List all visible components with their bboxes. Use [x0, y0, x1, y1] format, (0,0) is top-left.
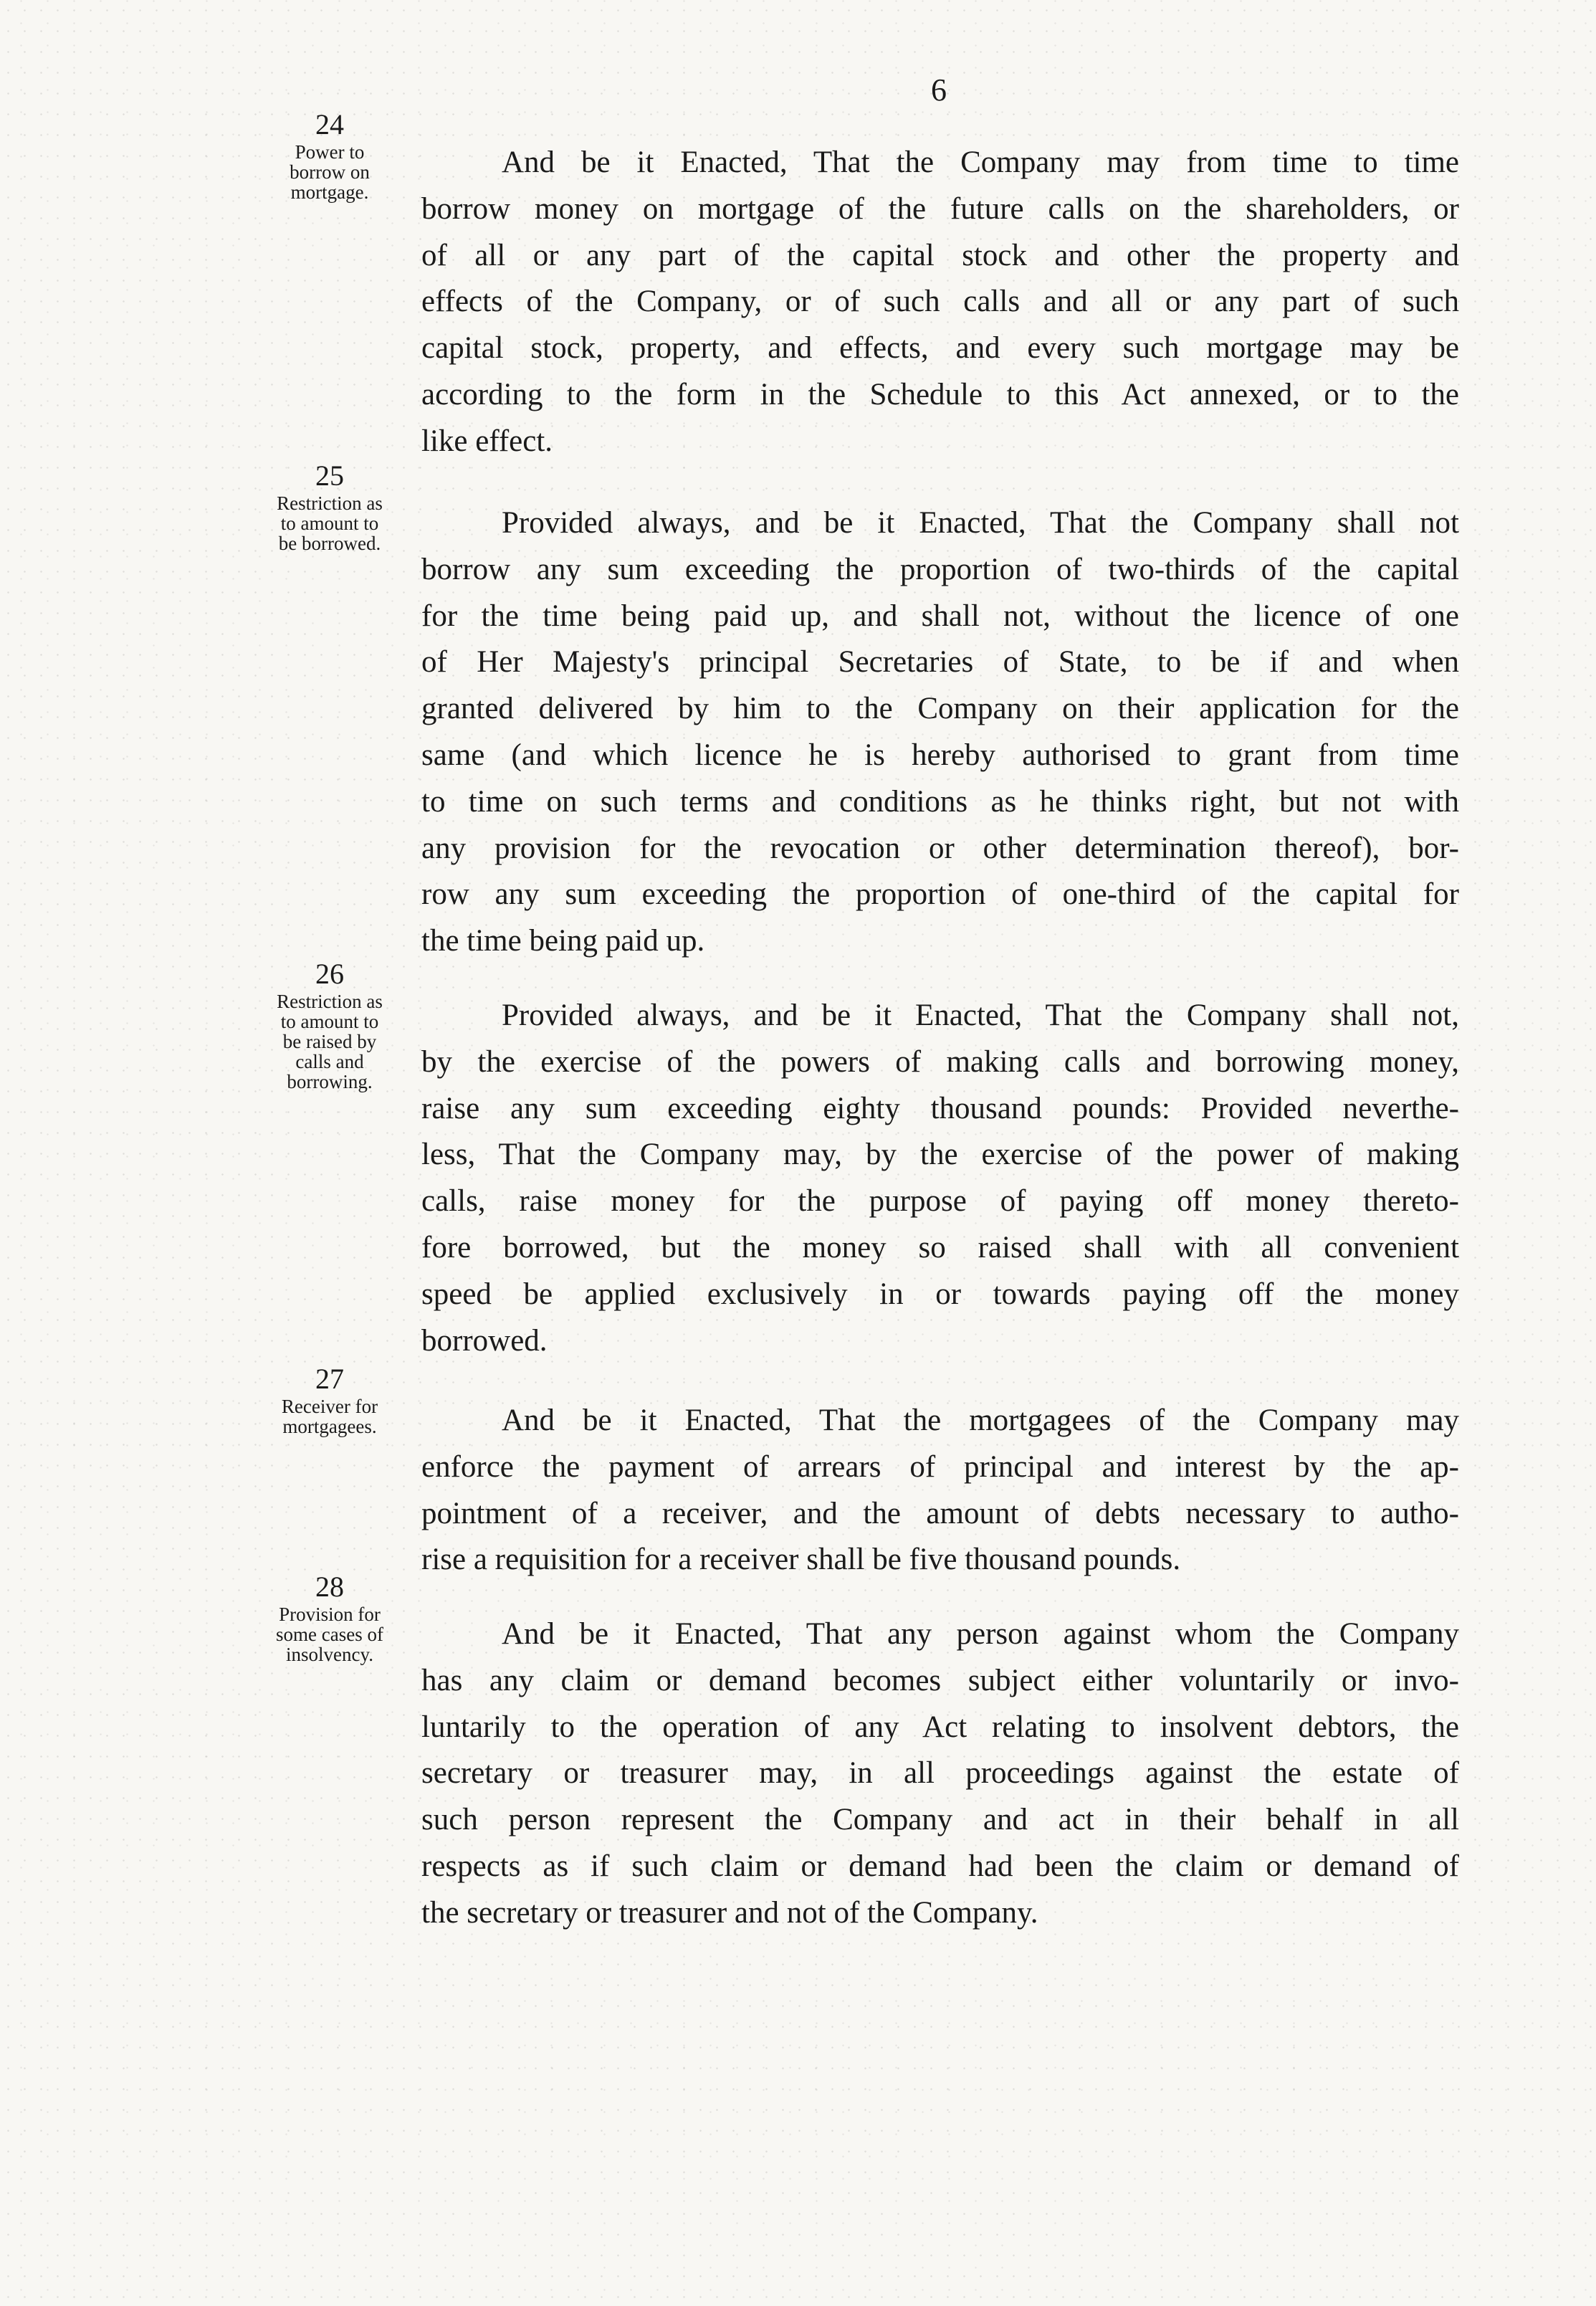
text-line: borrow money on mortgage of the future calls on the shareholders, or — [421, 191, 1459, 226]
section-text — [421, 1611, 1459, 1937]
margin-note-line: borrow on — [290, 161, 370, 183]
text-line: And be it Enacted, That the Company may from time to time — [502, 146, 1459, 179]
text-line: calls, raise money for the purpose of paying off money thereto- — [421, 1184, 1459, 1219]
text-line: granted delivered by him to the Company on their application for the — [421, 692, 1459, 726]
text-line: the secretary or treasurer and not of the Company. — [421, 1895, 1038, 1930]
text-line: speed be applied exclusively in or towards paying off the money — [421, 1277, 1459, 1311]
margin-note-line: borrowing. — [287, 1071, 373, 1092]
section-number: 24 — [315, 108, 344, 140]
text-line: rise a requisition for a receiver shall be five thousand pounds. — [421, 1543, 1181, 1577]
text-line: effects of the Company, or of such calls and all or any part of such — [421, 285, 1459, 319]
margin-note-line: to amount to — [280, 513, 379, 534]
section-text — [421, 500, 1459, 965]
section-text — [421, 140, 1459, 465]
text-line: Provided always, and be it Enacted, That the Company shall not — [502, 506, 1459, 540]
text-line: borrowed. — [421, 1323, 548, 1358]
text-line: of Her Majesty's principal Secretaries of State, to be if and when — [421, 645, 1459, 680]
text-line: secretary or treasurer may, in all proceedings against the estate of — [421, 1756, 1459, 1791]
page-number: 6 — [931, 72, 947, 108]
margin-note-line: Restriction as — [277, 991, 383, 1012]
section-number: 28 — [315, 1571, 344, 1603]
margin-note — [236, 991, 423, 1092]
margin-note-line: mortgagees. — [282, 1416, 377, 1437]
text-line: according to the form in the Schedule to this Act annexed, or to the — [421, 377, 1459, 411]
section-text — [421, 993, 1459, 1364]
text-line: for the time being paid up, and shall not, without the licence of one — [421, 599, 1459, 633]
section-text — [421, 1398, 1459, 1583]
text-line: less, That the Company may, by the exercise of the power of making — [421, 1138, 1459, 1172]
text-line: by the exercise of the powers of making calls and borrowing money, — [421, 1044, 1459, 1079]
margin-note-line: calls and — [295, 1051, 364, 1072]
section-number: 26 — [315, 958, 344, 990]
margin-note-line: Provision for — [279, 1604, 381, 1625]
text-line: raise any sum exceeding eighty thousand pounds: Provided neverthe- — [421, 1091, 1459, 1125]
margin-note-line: mortgage. — [290, 181, 369, 203]
text-line: pointment of a receiver, and the amount of debts necessary to autho- — [421, 1496, 1459, 1530]
text-line: such person represent the Company and act in their behalf in all — [421, 1803, 1459, 1837]
text-line: And be it Enacted, That the mortgagees of the Company may — [502, 1404, 1459, 1437]
text-line: same (and which licence he is hereby authorised to grant from time — [421, 738, 1459, 772]
text-line: like effect. — [421, 424, 553, 458]
margin-note-line: be borrowed. — [278, 533, 381, 554]
margin-note — [236, 1396, 423, 1437]
margin-note-line: Power to — [295, 141, 365, 163]
text-line: the time being paid up. — [421, 924, 705, 958]
section-number: 27 — [315, 1363, 344, 1395]
margin-note-line: be raised by — [282, 1031, 377, 1052]
margin-note-line: Receiver for — [281, 1396, 378, 1417]
margin-note-line: to amount to — [280, 1011, 379, 1032]
margin-note-line: insolvency. — [286, 1644, 373, 1665]
text-line: luntarily to the operation of any Act relating to insolvent debtors, the — [421, 1710, 1459, 1744]
section-number: 25 — [315, 459, 344, 492]
margin-note-line: Restriction as — [277, 492, 383, 514]
margin-note-line: some cases of — [276, 1624, 383, 1645]
text-line: row any sum exceeding the proportion of one-third of the capital for — [421, 877, 1459, 912]
text-line: to time on such terms and conditions as he thinks right, but not with — [421, 784, 1459, 819]
text-line: any provision for the revocation or other determination thereof), bor- — [421, 831, 1459, 865]
text-line: has any claim or demand becomes subject either voluntarily or invo- — [421, 1663, 1459, 1697]
margin-note — [236, 493, 423, 553]
text-line: borrow any sum exceeding the proportion of two-thirds of the capital — [421, 552, 1459, 586]
margin-note — [236, 142, 423, 202]
text-line: fore borrowed, but the money so raised shall with all convenient — [421, 1230, 1459, 1264]
text-line: And be it Enacted, That any person against whom the Company — [502, 1617, 1459, 1651]
text-line: enforce the payment of arrears of principal and interest by the ap- — [421, 1449, 1459, 1484]
margin-note — [236, 1604, 423, 1664]
text-line: Provided always, and be it Enacted, That the Company shall not, — [502, 999, 1459, 1032]
text-line: respects as if such claim or demand had been the claim or demand of — [421, 1849, 1459, 1883]
text-line: of all or any part of the capital stock and other the property and — [421, 238, 1459, 272]
text-line: capital stock, property, and effects, and every such mortgage may be — [421, 331, 1459, 366]
